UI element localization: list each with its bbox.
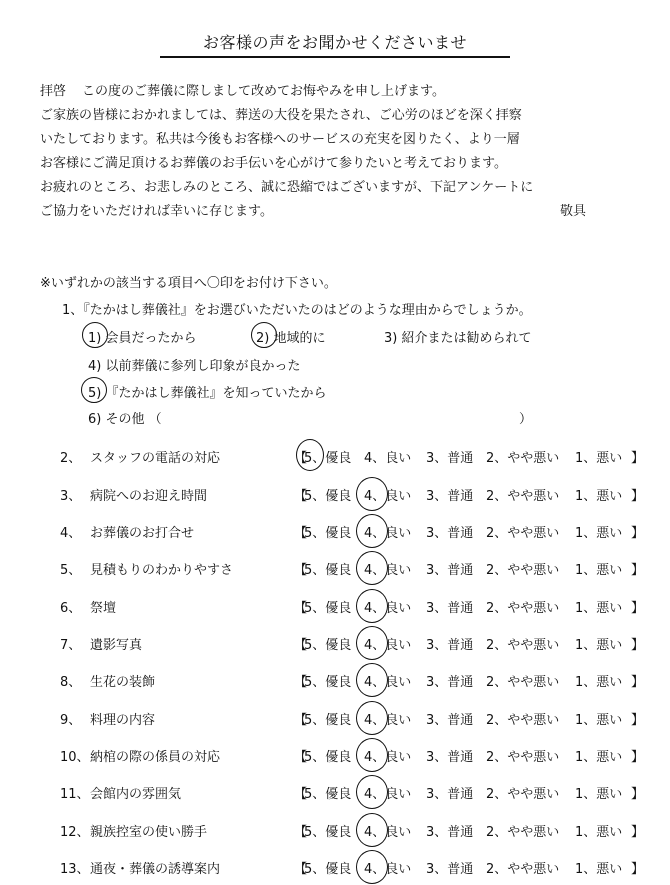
- rating-option-2[interactable]: 2、やや悪い: [486, 713, 560, 728]
- rating-option-3[interactable]: 3、普通: [426, 489, 474, 504]
- rating-option-4[interactable]: 4、良い: [364, 713, 412, 728]
- rating-row: [0, 856, 670, 880]
- rating-scale: [294, 522, 645, 541]
- rating-option-3[interactable]: 3、普通: [426, 563, 474, 578]
- q1-option-5[interactable]: 5) 『たかはし葬儀社』を知っていたから: [88, 386, 327, 401]
- question-label: 納棺の際の係員の対応: [90, 750, 221, 765]
- bracket-close: 】: [631, 750, 645, 765]
- q1-option-6-close: ）: [519, 412, 533, 427]
- bracket-open: 【: [294, 713, 308, 728]
- question-number: 3、: [60, 489, 82, 504]
- rating-option-2[interactable]: 2、やや悪い: [486, 563, 560, 578]
- rating-option-2[interactable]: 2、やや悪い: [486, 675, 560, 690]
- bracket-close: 】: [631, 862, 645, 877]
- rating-option-4[interactable]: 4、良い: [364, 601, 412, 616]
- question-number: 12、: [60, 825, 90, 840]
- rating-option-1[interactable]: 1、悪い: [575, 451, 623, 466]
- rating-option-3[interactable]: 3、普通: [426, 787, 474, 802]
- bracket-close: 】: [631, 825, 645, 840]
- bracket-open: 【: [294, 862, 308, 877]
- rating-option-4[interactable]: 4、良い: [364, 750, 412, 765]
- question-label: 通夜・葬儀の誘導案内: [90, 862, 221, 877]
- question-label: 親族控室の使い勝手: [90, 825, 208, 840]
- rating-option-2[interactable]: 2、やや悪い: [486, 750, 560, 765]
- rating-option-5[interactable]: 5、優良: [304, 526, 352, 541]
- bracket-close: 】: [631, 489, 645, 504]
- rating-option-2[interactable]: 2、やや悪い: [486, 451, 560, 466]
- rating-scale: [294, 709, 645, 728]
- greeting: 拝啓: [40, 84, 67, 99]
- rating-row: [0, 445, 670, 469]
- rating-option-5[interactable]: 5、優良: [304, 489, 352, 504]
- bracket-close: 】: [631, 713, 645, 728]
- rating-option-1[interactable]: 1、悪い: [575, 675, 623, 690]
- rating-option-3[interactable]: 3、普通: [426, 451, 474, 466]
- bracket-open: 【: [294, 489, 308, 504]
- rating-scale: [294, 783, 645, 802]
- rating-option-2[interactable]: 2、やや悪い: [486, 526, 560, 541]
- bracket-open: 【: [294, 601, 308, 616]
- rating-option-4[interactable]: 4、良い: [364, 638, 412, 653]
- q1-option-4[interactable]: 4) 以前葬儀に参列し印象が良かった: [88, 359, 301, 374]
- rating-option-2[interactable]: 2、やや悪い: [486, 787, 560, 802]
- rating-option-2[interactable]: 2、やや悪い: [486, 489, 560, 504]
- question-label: お葬儀のお打合せ: [90, 526, 195, 541]
- rating-option-1[interactable]: 1、悪い: [575, 825, 623, 840]
- bracket-close: 】: [631, 787, 645, 802]
- rating-row: [0, 781, 670, 805]
- rating-option-3[interactable]: 3、普通: [426, 750, 474, 765]
- bracket-open: 【: [294, 638, 308, 653]
- rating-option-5[interactable]: 5、優良: [304, 750, 352, 765]
- intro-text: この度のご葬儀に際しまして改めてお悔やみを申し上げます。: [82, 84, 445, 99]
- rating-option-5[interactable]: 5、優良: [304, 601, 352, 616]
- rating-option-5[interactable]: 5、優良: [304, 825, 352, 840]
- intro-line: [40, 200, 600, 224]
- question-label: スタッフの電話の対応: [90, 451, 221, 466]
- rating-row: [0, 819, 670, 843]
- rating-scale: [294, 485, 645, 504]
- instruction: ※いずれかの該当する項目へ〇印をお付け下さい。: [40, 276, 337, 291]
- rating-option-4[interactable]: 4、良い: [364, 675, 412, 690]
- question-number: 5、: [60, 563, 82, 578]
- bracket-open: 【: [294, 526, 308, 541]
- rating-row: [0, 520, 670, 544]
- rating-option-3[interactable]: 3、普通: [426, 713, 474, 728]
- bracket-close: 】: [631, 526, 645, 541]
- rating-row: [0, 557, 670, 581]
- question-number: 6、: [60, 601, 82, 616]
- rating-option-2[interactable]: 2、やや悪い: [486, 862, 560, 877]
- rating-option-3[interactable]: 3、普通: [426, 862, 474, 877]
- rating-option-1[interactable]: 1、悪い: [575, 601, 623, 616]
- intro-letter: [40, 80, 600, 224]
- rating-option-1[interactable]: 1、悪い: [575, 713, 623, 728]
- intro-line: いたしております。私共は今後もお客様へのサービスの充実を図りたく、より一層: [40, 132, 520, 147]
- rating-option-5[interactable]: 5、優良: [304, 787, 352, 802]
- rating-scale: [294, 858, 645, 877]
- rating-option-2[interactable]: 2、やや悪い: [486, 601, 560, 616]
- rating-row: [0, 483, 670, 507]
- q1-option-1[interactable]: 1) 会員だったから: [88, 331, 197, 346]
- closing: 敬具: [559, 204, 586, 219]
- q1-option-3[interactable]: 3) 紹介または勧められて: [384, 331, 532, 346]
- question-1: 1、『たかはし葬儀社』をお選びいただいたのはどのような理由からでしょうか。: [62, 303, 532, 318]
- rating-option-1[interactable]: 1、悪い: [575, 787, 623, 802]
- question-label: 見積もりのわかりやすさ: [90, 563, 234, 578]
- rating-option-5[interactable]: 5、優良: [304, 675, 352, 690]
- rating-scale: [294, 671, 645, 690]
- rating-scale: [294, 447, 645, 466]
- rating-option-4[interactable]: 4、良い: [364, 862, 412, 877]
- intro-line: お客様にご満足頂けるお葬儀のお手伝いを心がけて参りたいと考えております。: [40, 156, 507, 171]
- rating-option-1[interactable]: 1、悪い: [575, 862, 623, 877]
- intro-text: ご協力をいただければ幸いに存じます。: [40, 204, 273, 219]
- rating-option-2[interactable]: 2、やや悪い: [486, 638, 560, 653]
- rating-option-4[interactable]: 4、良い: [364, 451, 412, 466]
- bracket-close: 】: [631, 638, 645, 653]
- rating-option-4[interactable]: 4、良い: [364, 787, 412, 802]
- intro-line: お疲れのところ、お悲しみのところ、誠に恐縮ではございますが、下記アンケートに: [40, 180, 534, 195]
- rating-option-4[interactable]: 4、良い: [364, 825, 412, 840]
- rating-option-4[interactable]: 4、良い: [364, 489, 412, 504]
- question-number: 13、: [60, 862, 90, 877]
- rating-option-1[interactable]: 1、悪い: [575, 638, 623, 653]
- rating-row: [0, 744, 670, 768]
- rating-option-5[interactable]: 5、優良: [304, 563, 352, 578]
- rating-option-5[interactable]: 5、優良: [304, 862, 352, 877]
- bracket-open: 【: [294, 787, 308, 802]
- rating-scale: [294, 821, 645, 840]
- question-number: 2、: [60, 451, 82, 466]
- question-label: 生花の装飾: [90, 675, 156, 690]
- bracket-close: 】: [631, 451, 645, 466]
- bracket-open: 【: [294, 750, 308, 765]
- bracket-close: 】: [631, 675, 645, 690]
- rating-option-4[interactable]: 4、良い: [364, 526, 412, 541]
- question-number: 7、: [60, 638, 82, 653]
- rating-option-1[interactable]: 1、悪い: [575, 489, 623, 504]
- question-number: 8、: [60, 675, 82, 690]
- rating-option-1[interactable]: 1、悪い: [575, 563, 623, 578]
- rating-row: [0, 669, 670, 693]
- bracket-open: 【: [294, 451, 308, 466]
- bracket-open: 【: [294, 675, 308, 690]
- rating-scale: [294, 746, 645, 765]
- rating-option-2[interactable]: 2、やや悪い: [486, 825, 560, 840]
- question-number: 9、: [60, 713, 82, 728]
- page-title: お客様の声をお聞かせくださいませ: [160, 30, 510, 58]
- question-number: 4、: [60, 526, 82, 541]
- rating-option-3[interactable]: 3、普通: [426, 825, 474, 840]
- rating-scale: [294, 559, 645, 578]
- rating-option-3[interactable]: 3、普通: [426, 526, 474, 541]
- rating-option-1[interactable]: 1、悪い: [575, 750, 623, 765]
- bracket-open: 【: [294, 563, 308, 578]
- question-label: 遺影写真: [90, 638, 143, 653]
- question-label: 病院へのお迎え時間: [90, 489, 208, 504]
- question-label: 料理の内容: [90, 713, 156, 728]
- question-label: 会館内の雰囲気: [90, 787, 182, 802]
- bracket-close: 】: [631, 601, 645, 616]
- rating-option-5[interactable]: 5、優良: [304, 451, 352, 466]
- rating-row: [0, 707, 670, 731]
- rating-option-4[interactable]: 4、良い: [364, 563, 412, 578]
- intro-line: ご家族の皆様におかれましては、葬送の大役を果たされ、ご心労のほどを深く拝察: [40, 108, 522, 123]
- rating-option-5[interactable]: 5、優良: [304, 638, 352, 653]
- question-label: 祭壇: [90, 601, 117, 616]
- q1-option-2[interactable]: 2) 地域的に: [256, 331, 326, 346]
- rating-row: [0, 632, 670, 656]
- rating-option-3[interactable]: 3、普通: [426, 601, 474, 616]
- rating-option-3[interactable]: 3、普通: [426, 638, 474, 653]
- bracket-open: 【: [294, 825, 308, 840]
- q1-option-6[interactable]: 6) その他 （: [88, 412, 162, 427]
- rating-option-5[interactable]: 5、優良: [304, 713, 352, 728]
- rating-row: [0, 595, 670, 619]
- question-number: 10、: [60, 750, 90, 765]
- rating-scale: [294, 597, 645, 616]
- rating-scale: [294, 634, 645, 653]
- bracket-close: 】: [631, 563, 645, 578]
- intro-line: [40, 80, 600, 104]
- rating-option-1[interactable]: 1、悪い: [575, 526, 623, 541]
- rating-option-3[interactable]: 3、普通: [426, 675, 474, 690]
- question-number: 11、: [60, 787, 90, 802]
